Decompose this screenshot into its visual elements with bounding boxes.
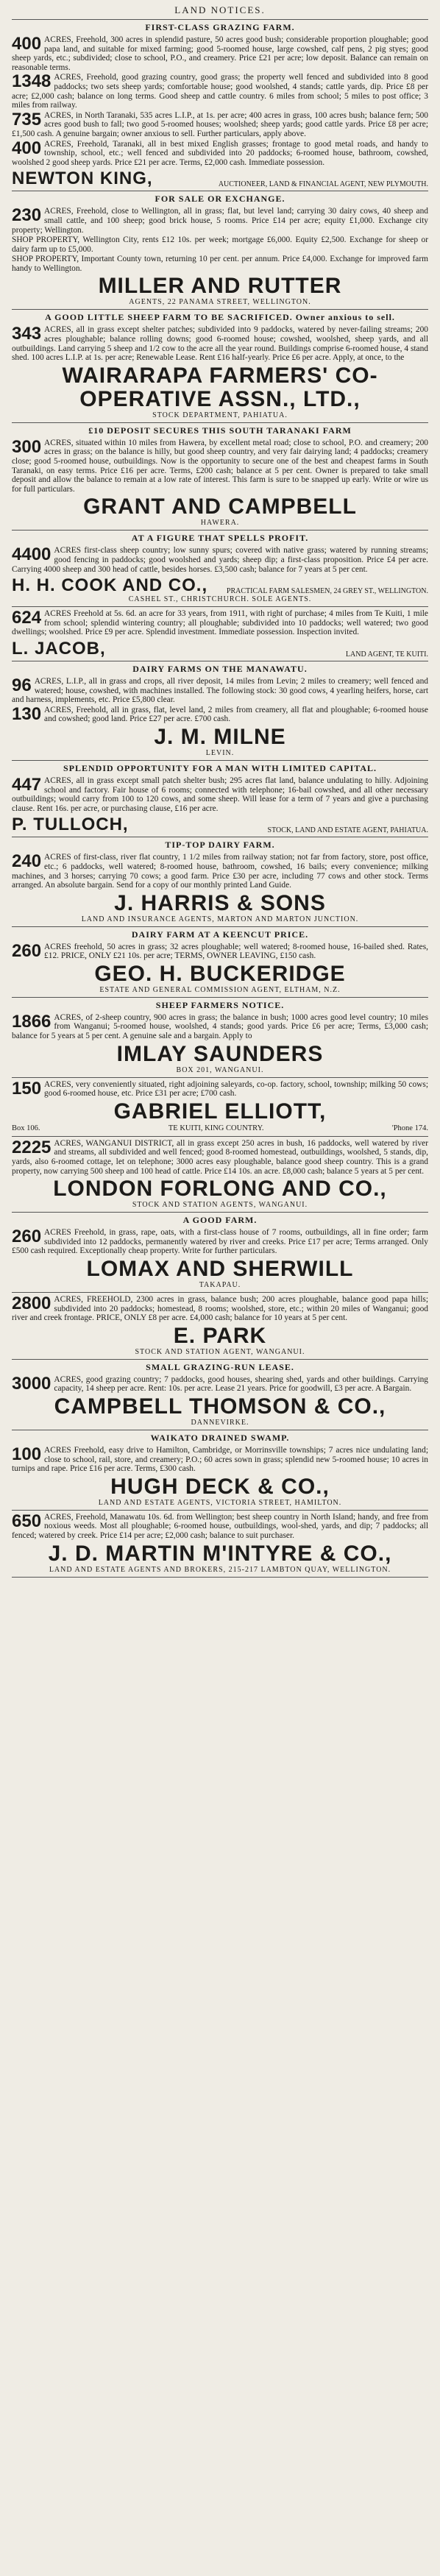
agent-tagline: TAKAPAU. — [199, 1281, 241, 1289]
agent-name: WAIRARAPA FARMERS' CO-OPERATIVE ASSN., LTD., — [62, 363, 378, 411]
listing-acreage: 400 — [12, 34, 42, 54]
agent-tagline: STOCK DEPARTMENT, PAHIATUA. — [152, 411, 288, 419]
listing-text: 3000 ACRES, good grazing country; 7 paddocks, good houses, shearing shed, yards and other buildings. Carrying capacity, 14 sheep per acre. Rent: 10s. per acre. Lease 21 years. Price for goodwill, £3 per acre. A Bargain. — [12, 1373, 428, 1394]
ad-heading: FIRST-CLASS GRAZING FARM. — [145, 22, 295, 32]
land-ad — [12, 531, 428, 607]
listing-text: 1866 ACRES, of 2-sheep country, 900 acres in grass; the balance in bush; 1000 acres good level country; 10 miles from Wanganui; 5-roomed house, woolshed, 4 stands; good yards. Price £6 per acre; Terms, £3,000 cash; balance for 5 years at 5 per cent. A genuine sale and a bargain. Apply to — [12, 1011, 428, 1041]
agent-name: P. TULLOCH, — [12, 815, 129, 835]
listing-acreage: 96 — [12, 675, 32, 695]
agent-name: MILLER AND RUTTER — [98, 274, 342, 299]
land-ad — [12, 423, 428, 531]
listing-text: 150 ACRES, very conveniently situated, right adjoining saleyards, co-op. factory, school, township; milking 50 cows; good 6-roomed house, etc. Price £31 per acre; £700 cash. — [12, 1078, 428, 1099]
land-notices-page — [12, 0, 428, 1578]
ad-heading: FOR SALE OR EXCHANGE. — [155, 194, 285, 205]
listing-text: 96 ACRES, L.I.P., all in grass and crops, all river deposit, 14 miles from Levin; 2 miles to creamery; well fenced and watered; house, cowshed, with machines installed. The following stock: 30 good cows, 4 yearling heifers, horse, cart and harness, implements, etc. Price £5,800 clear. — [12, 675, 428, 705]
agent-address: PRACTICAL FARM SALESMEN, 24 GREY ST., WELLINGTON. — [226, 587, 428, 596]
listing-acreage: 343 — [12, 324, 42, 344]
listing-acreage: 624 — [12, 608, 42, 628]
listing-text: 650 ACRES, Freehold, Manawatu 10s. 6d. from Wellington; best sheep country in North Island; handy, and free from noxious weeds. Most all ploughable; 6-roomed house, outbuildings, wool-shed, yards, and dip; 7 paddocks; all fenced; watered by creek. Price £14 per acre; £2,000 cash; balance to suit purchaser. — [12, 1511, 428, 1540]
agent-location: TE KUITI, KING COUNTRY. — [168, 1124, 264, 1132]
listing-text: SHOP PROPERTY, Important County town, returning 10 per cent. per annum. Price £4,000. Exchange for improved farm handy to Wellington. — [12, 255, 428, 273]
listing-text: 240 ACRES of first-class, river flat country, 1 1/2 miles from railway station; not far from factory, store, post office, etc.; 6 paddocks, well watered; 8-roomed house, bathroom, cowshed, 16 bails; every convenience; milking machines, and 3 horses; carrying 70 cows; a good farm. Price £30 per acre, including 77 cows and other stock. Terms arranged. An absolute bargain. Send for a copy of our monthly printed Land Guide. — [12, 851, 428, 890]
agent-tagline: LEVIN. — [205, 748, 235, 757]
listing-acreage: 2225 — [12, 1137, 52, 1157]
agent-tagline: HAWERA. — [200, 519, 240, 528]
agent-tagline: STOCK AND STATION AGENTS, WANGANUI. — [132, 1201, 308, 1210]
ad-heading: TIP-TOP DAIRY FARM. — [165, 840, 275, 851]
land-ad — [12, 20, 428, 191]
land-ad — [12, 761, 428, 837]
agent-phone: 'Phone 174. — [391, 1124, 428, 1132]
agent-tagline: DANNEVIRKE. — [191, 1418, 249, 1427]
ad-heading: A GOOD LITTLE SHEEP FARM TO BE SACRIFICED. Owner anxious to sell. — [45, 312, 395, 323]
agent-name: CAMPBELL THOMSON & CO., — [54, 1394, 386, 1419]
ad-heading: SPLENDID OPPORTUNITY FOR A MAN WITH LIMITED CAPITAL. — [63, 762, 377, 773]
agent-name: GABRIEL ELLIOTT, — [113, 1099, 327, 1124]
agent-name: H. H. COOK AND CO., — [12, 575, 208, 596]
listing-text: 130 ACRES, Freehold, all in grass, flat, level land, 2 miles from creamery, all flat and ploughable; 6-roomed house and cowshed; good land. Price £27 per acre. £700 cash. — [12, 703, 428, 724]
listing-text: 624 ACRES Freehold at 5s. 6d. an acre for 33 years, from 1911, with right of purchase; 4 miles from Te Kuiti, 1 mile from school; splendid wintering country; all ploughable; subdivided into 10 paddocks; well watered; two good dwellings; woolshed. Price £9 per acre. Splendid investment. Immediate possession. Inspection invited. — [12, 608, 428, 637]
page-title: LAND NOTICES. — [12, 3, 428, 20]
listing-acreage: 1348 — [12, 71, 52, 92]
agent-tagline: CASHEL ST., CHRISTCHURCH. SOLE AGENTS. — [128, 595, 312, 604]
ad-heading: AT A FIGURE THAT SPELLS PROFIT. — [131, 533, 309, 544]
listing-text: 4400 ACRES first-class sheep country; low sunny spurs; covered with native grass; watered by running streams; good fencing in paddocks; good woolshed and yards; sheep dip; a first-class proposition. Price £4 per acre. Carrying 4000 sheep and 300 head of cattle, besides horses. £3,500 cash; balance for 7 years at 5 per cent. — [12, 544, 428, 574]
land-ad — [12, 927, 428, 998]
listing-acreage: 2800 — [12, 1294, 52, 1313]
land-ad — [12, 607, 428, 661]
listing-acreage: 150 — [12, 1078, 42, 1099]
agent-tagline: LAND AND INSURANCE AGENTS, MARTON AND MARTON JUNCTION. — [81, 915, 359, 923]
listing-text: 400 ACRES, Freehold, Taranaki, all in best mixed English grasses; frontage to good metal roads, and handy to township, school, etc.; well fenced and subdivided into 20 paddocks; 6-roomed house, bathroom, cowshed, woolshed 2 good sheep yards. Price £21 per acre. Terms, £2,000 cash. Immediate possession. — [12, 138, 428, 167]
listing-acreage: 4400 — [12, 544, 52, 565]
agent-tagline: STOCK AND STATION AGENT, WANGANUI. — [135, 1347, 305, 1356]
ad-heading: WAIKATO DRAINED SWAMP. — [150, 1432, 290, 1443]
agent-box: Box 106. — [12, 1124, 40, 1132]
listing-text: 1348 ACRES, Freehold, good grazing country, good grass; the property well fenced and subdivided into 8 good paddocks; two sets sheep yards; comfortable house; good woolshed, 4 stands; cattle yards, dip. Price £8 per acre; £2,000 cash; balance on long terms. Good sheep and cattle country. 6 miles from school; 5 miles to post office; 3 miles from railway. — [12, 71, 428, 110]
agent-row — [12, 575, 428, 595]
listing-acreage: 650 — [12, 1511, 42, 1531]
agent-address: LAND AGENT, TE KUITI. — [345, 650, 428, 659]
land-ad — [12, 1137, 428, 1213]
agent-name: L. JACOB, — [12, 638, 106, 659]
agent-name: GRANT AND CAMPBELL — [83, 494, 357, 519]
agent-address: AUCTIONEER, LAND & FINANCIAL AGENT, NEW PLYMOUTH. — [218, 180, 428, 189]
ad-heading: SMALL GRAZING-RUN LEASE. — [146, 1361, 294, 1372]
agent-tagline: LAND AND ESTATE AGENTS AND BROKERS, 215-217 LAMBTON QUAY, WELLINGTON. — [49, 1565, 391, 1574]
agent-tagline: LAND AND ESTATE AGENTS, VICTORIA STREET, HAMILTON. — [98, 1498, 342, 1507]
listing-acreage: 300 — [12, 436, 42, 457]
agent-name: GEO. H. BUCKERIDGE — [94, 961, 346, 986]
listing-text: 400 ACRES, Freehold, 300 acres in splendid pasture, 50 acres good bush; considerable proportion ploughable; good papa land, and suitable for mixed farming; good 5-roomed house, large cowshed, calf pens, 2 pig styes; good sheep yards, etc.; subdivided; close to school, P.O., and creamery. Price £21 per acre; low deposit. Balance can remain on reasonable terms. — [12, 34, 428, 72]
agent-address: STOCK, LAND AND ESTATE AGENT, PAHIATUA. — [267, 826, 428, 835]
agent-name: LONDON FORLONG AND CO., — [53, 1177, 387, 1202]
agent-row — [12, 815, 428, 834]
agent-row — [12, 168, 428, 188]
listing-text: 2225 ACRES, WANGANUI DISTRICT, all in grass except 250 acres in bush, 16 paddocks, well watered by river and streams, all subdivided and well fenced; good 8-roomed homestead, outbuildings, woolshed, 5 stands, dip, yards, also 6-roomed cottage, let on telephone; 3000 acres easy ploughable, balance good sheep country. This is a grand property, now carrying 500 sheep and 100 head of cattle. Price £14 10s. an acre. £8,000 cash; balance 5 years at 5 per cent. — [12, 1137, 428, 1176]
land-ad — [12, 998, 428, 1078]
land-ad — [12, 1511, 428, 1578]
listing-acreage: 735 — [12, 109, 42, 129]
listing-acreage: 260 — [12, 1227, 42, 1247]
listing-text: 300 ACRES, situated within 10 miles from Hawera, by excellent metal road; close to school, P.O. and creamery; 200 acres in grass; on the balance is hilly, but good sheep country, and very fair dairying land; 4 paddocks; creamery close; good 5-roomed house, outbuildings. Now is the opportunity to secure one of the best and cheapest farms in South Taranaki, on easy terms. Price £16 per acre. Terms, £200 cash; balance at 5 per cent. Owner is prepared to take small deposit and allow the balance to remain at a low rate of interest. This farm is sure to be snapped up early. Write or wire us for full particulars. — [12, 436, 428, 494]
listing-text: SHOP PROPERTY, Wellington City, rents £12 10s. per week; mortgage £6,000. Equity £2,500. Exchange for sheep or dairy farm up to £5,000. — [12, 235, 428, 254]
listing-acreage: 230 — [12, 205, 42, 226]
listing-text: 2800 ACRES, FREEHOLD, 2300 acres in grass, balance bush; 200 acres ploughable, balance good papa hills; subdivided into 20 paddocks; homestead, 8 rooms; woolshed, store, etc.; within 20 miles of Wanganui; good river and creek frontage. PRICE, ONLY £8 per acre. £4,000 cash; balance for 10 years at 5 per cent. — [12, 1294, 428, 1323]
listing-acreage: 447 — [12, 774, 42, 795]
ad-heading: £10 DEPOSIT SECURES THIS SOUTH TARANAKI FARM — [88, 425, 352, 436]
agent-name: J. HARRIS & SONS — [114, 890, 326, 915]
land-ad — [12, 1430, 428, 1511]
ad-heading: DAIRY FARMS ON THE MANAWATU. — [132, 663, 308, 674]
agent-name: IMLAY SAUNDERS — [116, 1041, 324, 1066]
agent-tagline: BOX 201, WANGANUI. — [176, 1065, 264, 1074]
agent-tagline: ESTATE AND GENERAL COMMISSION AGENT, ELTHAM, N.Z. — [99, 985, 341, 994]
ad-heading: SHEEP FARMERS NOTICE. — [155, 999, 285, 1010]
agent-tagline: AGENTS, 22 PANAMA STREET, WELLINGTON. — [129, 298, 311, 307]
listing-text: 230 ACRES, Freehold, close to Wellington, all in grass; flat, but level land; carrying 30 dairy cows, 40 sheep and small cattle, and 100 sheep; good brick house, 5 rooms. Price £14 per acre; equity £1,000. Exchange city property; Wellington. — [12, 205, 428, 235]
listing-acreage: 1866 — [12, 1011, 52, 1032]
agent-name: E. PARK — [173, 1323, 267, 1348]
ads-column — [12, 20, 428, 1578]
agent-name: HUGH DECK & CO., — [110, 1474, 330, 1499]
land-ad — [12, 1360, 428, 1430]
listing-acreage: 240 — [12, 851, 42, 872]
ad-heading: DAIRY FARM AT A KEENCUT PRICE. — [131, 929, 309, 940]
agent-name: J. M. MILNE — [154, 724, 286, 749]
agent-name: J. D. MARTIN M'INTYRE & CO., — [48, 1541, 392, 1566]
listing-acreage: 400 — [12, 138, 42, 158]
listing-text: 260 ACRES Freehold, in grass, rape, oats, with a first-class house of 7 rooms, outbuildings, all in fine order; farm subdivided into 12 paddocks, permanently watered by river and creeks. Price £17 per acre; Terms arranged. Only £500 cash required. Exceptionally cheap property. Write for further particulars. — [12, 1227, 428, 1256]
listing-text: 100 ACRES Freehold, easy drive to Hamilton, Cambridge, or Morrinsville townships; 7 acres nice undulating land; close to school, rail, store, and creamery; P.O.; 60 acres sown in grass; splendid new 5-roomed house; 10 acres in turnips and rape. Price £16 per acre. Terms, £300 cash. — [12, 1444, 428, 1474]
land-ad — [12, 191, 428, 310]
agent-row — [12, 639, 428, 659]
listing-acreage: 260 — [12, 940, 42, 961]
listing-acreage: 130 — [12, 703, 42, 724]
agent-contact-row — [12, 1124, 428, 1134]
listing-text: 260 ACRES freehold, 50 acres in grass; 32 acres ploughable; well watered; 8-roomed house, 16-bailed shed. Rates, £12. PRICE, ONLY £21 10s. per acre; TERMS, OWNER LEAVING, £150 cash. — [12, 940, 428, 961]
agent-name: NEWTON KING, — [12, 168, 153, 189]
listing-acreage: 100 — [12, 1444, 42, 1464]
land-ad — [12, 837, 428, 926]
listing-text: 343 ACRES, all in grass except shelter patches; subdivided into 9 paddocks, watered by never-failing streams; 200 acres ploughable; balance rolling downs; good 6-roomed house; cowshed, woolshed, sheep yards, and all outbuildings. Land carrying 5 sheep and 1/2 cow to the acre all the year round. Buildings comprise 6-roomed house, 4 stand shed. 100 acres L.I.P. at 1s. per acre; Renewable Lease. Rent £16 half-yearly. Price £6 per acre. Apply, at once, to the — [12, 324, 428, 363]
land-ad — [12, 310, 428, 422]
agent-name: LOMAX AND SHERWILL — [86, 1257, 354, 1281]
land-ad — [12, 1293, 428, 1360]
land-ad — [12, 1213, 428, 1293]
land-ad — [12, 1078, 428, 1137]
land-ad — [12, 661, 428, 761]
listing-text: 735 ACRES, in North Taranaki, 535 acres L.I.P., at 1s. per acre; 400 acres in grass, 100 acres bush; balance fern; 500 acres good bush to fall; two good 5-roomed houses; woolshed; sheep yards; good cattle yards. Price £8 per acre; £1,500 cash. A genuine bargain; owner anxious to sell. Further particulars, apply above. — [12, 109, 428, 138]
listing-acreage: 3000 — [12, 1373, 52, 1394]
listing-text: 447 ACRES, all in grass except small patch shelter bush; 295 acres flat land, balance undulating to hilly. Adjoining school and factory. Fair house of 6 rooms; connected with telephone; 16-bail cowshed, and all other necessary outbuildings; would carry from 100 to 120 cows, and some sheep. Will lease for a term of 7 years and give a purchasing clause. Rent 16s. per acre, or purchasing clause, £16 per acre. — [12, 774, 428, 813]
ad-heading: A GOOD FARM. — [182, 1215, 258, 1226]
